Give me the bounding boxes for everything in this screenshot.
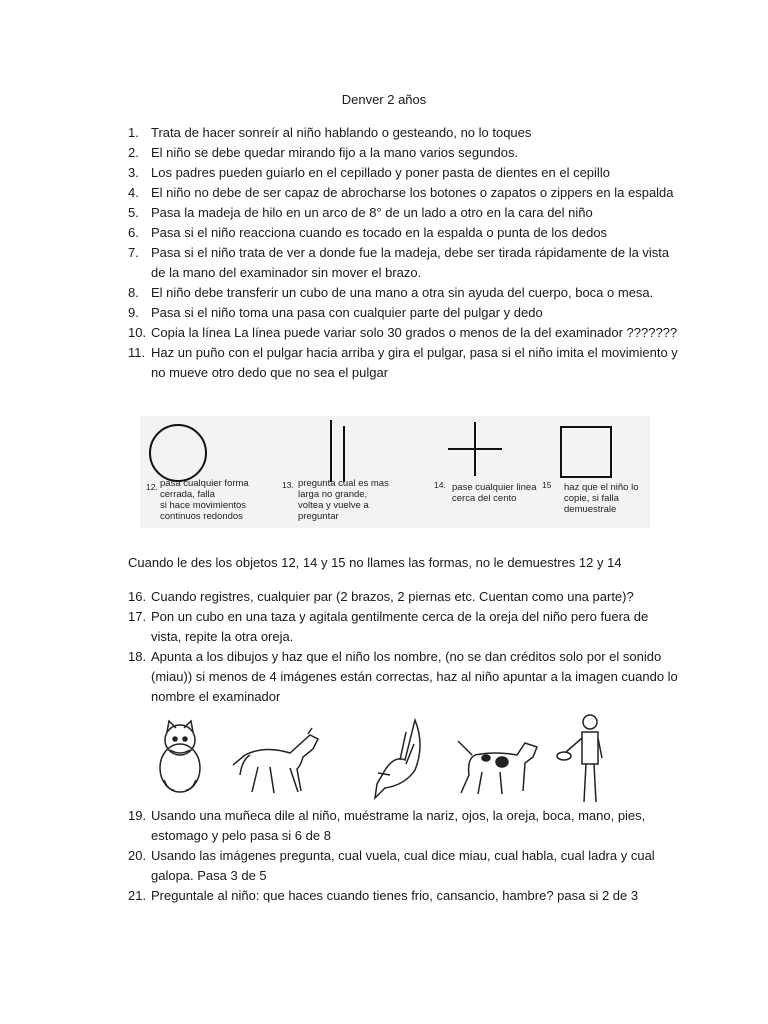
item-number: 20.	[128, 848, 147, 863]
item-number: 21.	[128, 888, 147, 903]
instruction-item	[0, 243, 768, 283]
item-number: 18.	[128, 649, 147, 664]
instruction-item	[0, 343, 768, 383]
item-number: 4.	[128, 185, 139, 200]
item-text: Usando una muñeca dile al niño, muéstrame la nariz, ojos, la oreja, boca, mano, pies, estomago y pelo pasa si 6 de 8	[151, 808, 646, 843]
instruction-item	[0, 846, 768, 886]
instruction-item	[0, 163, 768, 183]
instructions-list-3	[0, 806, 768, 906]
item-text: Cuando registres, cualquier par (2 brazos, 2 piernas etc. Cuentan como una parte)?	[151, 589, 634, 604]
item-13-number: 13.	[282, 480, 294, 490]
cat-icon	[160, 721, 200, 792]
item-text: Copia la línea La línea puede variar solo 30 grados o menos de la del examinador ???????	[151, 325, 678, 340]
item-14-caption: pase cualquier linea cerca del cento	[452, 482, 537, 504]
item-15-number: 15	[542, 480, 552, 490]
horse-icon	[233, 728, 318, 793]
item-number: 5.	[128, 205, 139, 220]
picture-cards-figure	[150, 710, 620, 805]
cross-shape	[446, 420, 504, 478]
item-number: 19.	[128, 808, 147, 823]
item-number: 9.	[128, 305, 139, 320]
person-icon	[557, 715, 602, 802]
item-text: El niño no debe de ser capaz de abrocharse los botones o zapatos o zippers en la espalda	[151, 185, 674, 200]
instruction-item	[0, 303, 768, 323]
parallel-lines-shape	[322, 418, 352, 484]
item-text: El niño debe transferir un cubo de una mano a otra sin ayuda del cuerpo, boca o mesa.	[151, 285, 654, 300]
instruction-item	[0, 183, 768, 203]
item-number: 7.	[128, 245, 139, 260]
instruction-item	[0, 607, 768, 647]
instruction-item	[0, 587, 768, 607]
item-text: Los padres pueden guiarlo en el cepillado y poner pasta de dientes en el cepillo	[151, 165, 610, 180]
item-text: Haz un puño con el pulgar hacia arriba y gira el pulgar, pasa si el niño imita el movimiento y no mueve otro dedo que no sea el pulgar	[151, 345, 678, 380]
instructions-list-1	[0, 123, 768, 383]
item-number: 10.	[128, 325, 147, 340]
item-text: El niño se debe quedar mirando fijo a la mano varios segundos.	[151, 145, 519, 160]
instruction-item	[0, 203, 768, 223]
item-number: 16.	[128, 589, 147, 604]
instruction-item	[0, 283, 768, 303]
item-text: Apunta a los dibujos y haz que el niño los nombre, (no se dan créditos solo por el sonido (miau)) si menos de 4 imágenes están correctas, haz al niño apuntar a la imagen cuando lo nombre el examinador	[151, 649, 678, 704]
item-12-caption: pasa cualquier forma cerrada, falla si hace movimientos continuos redondos	[160, 478, 249, 522]
item-text: Trata de hacer sonreír al niño hablando o gesteando, no lo toques	[151, 125, 532, 140]
item-number: 11.	[128, 345, 146, 360]
bird-icon	[375, 720, 420, 798]
item-text: Usando las imágenes pregunta, cual vuela, cual dice miau, cual habla, cual ladra y cual galopa. Pasa 3 de 5	[151, 848, 655, 883]
item-14-number: 14.	[434, 480, 446, 490]
item-12-number: 12.	[146, 482, 158, 492]
instructions-list-2	[0, 587, 768, 707]
instruction-item	[0, 806, 768, 846]
item-number: 8.	[128, 285, 139, 300]
item-15-caption: haz que el niño lo copie, si falla demuestrale	[564, 482, 639, 515]
item-text: Pasa si el niño trata de ver a donde fue la madeja, debe ser tirada rápidamente de la vista de la mano del examinador sin mover el brazo.	[151, 245, 670, 280]
circle-shape	[148, 422, 208, 484]
shapes-figure	[140, 416, 650, 528]
instruction-item	[0, 223, 768, 243]
item-number: 2.	[128, 145, 139, 160]
item-number: 1.	[128, 125, 139, 140]
item-text: Pasa si el niño toma una pasa con cualquier parte del pulgar y dedo	[151, 305, 543, 320]
instruction-item	[0, 123, 768, 143]
instruction-item	[0, 323, 768, 343]
item-number: 6.	[128, 225, 139, 240]
square-shape	[558, 424, 614, 480]
instruction-note: Cuando le des los objetos 12, 14 y 15 no llames las formas, no le demuestres 12 y 14	[128, 555, 622, 570]
instruction-item	[0, 647, 768, 707]
instruction-item	[0, 886, 768, 906]
item-text: Pasa la madeja de hilo en un arco de 8° de un lado a otro en la cara del niño	[151, 205, 593, 220]
instruction-item	[0, 143, 768, 163]
item-text: Preguntale al niño: que haces cuando tienes frio, cansancio, hambre? pasa si 2 de 3	[151, 888, 639, 903]
item-13-caption: pregunta cual es mas larga no grande, voltea y vuelve a preguntar	[298, 478, 389, 522]
item-number: 17.	[128, 609, 147, 624]
page-title: Denver 2 años	[341, 92, 427, 107]
item-number: 3.	[128, 165, 139, 180]
item-text: Pasa si el niño reacciona cuando es tocado en la espalda o punta de los dedos	[151, 225, 608, 240]
item-text: Pon un cubo en una taza y agitala gentilmente cerca de la oreja del niño pero fuera de vista, repite la otra oreja.	[151, 609, 649, 644]
dog-icon	[458, 741, 537, 794]
